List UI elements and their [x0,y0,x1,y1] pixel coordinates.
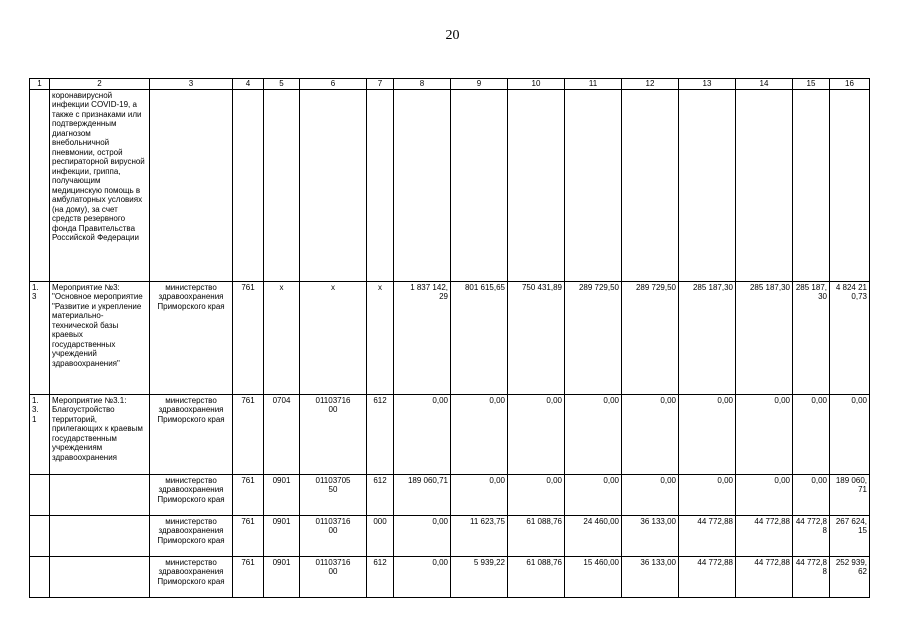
value-col-13: 0,00 [679,394,736,474]
value-col-9: 0,00 [451,474,508,515]
value-col-8: 0,00 [394,394,451,474]
value-col-10 [508,89,565,281]
target-article-code: 01103716 00 [300,394,367,474]
item-name [50,474,150,515]
value-total: 189 060, 71 [830,474,870,515]
target-article-code: 01103716 00 [300,556,367,597]
column-header-13: 13 [679,79,736,90]
table-body [30,89,870,597]
value-col-12: 36 133,00 [622,556,679,597]
responsible-org: министерство здравоохранения Приморского края [150,556,233,597]
item-name: Мероприятие №3.1: Благоустройство территорий, прилегающих к краевым государственным учреждениям здравоохранения [50,394,150,474]
value-col-11: 15 460,00 [565,556,622,597]
grbs-code: 761 [233,515,264,556]
value-col-10: 61 088,76 [508,556,565,597]
expense-type-code: 612 [367,556,394,597]
grbs-code: 761 [233,474,264,515]
expense-type-code [367,89,394,281]
value-col-14 [736,89,793,281]
responsible-org: министерство здравоохранения Приморского края [150,281,233,394]
grbs-code: 761 [233,394,264,474]
row-number [30,515,50,556]
column-header-11: 11 [565,79,622,90]
value-col-8 [394,89,451,281]
value-col-8: 1 837 142, 29 [394,281,451,394]
value-col-9 [451,89,508,281]
value-col-12: 36 133,00 [622,515,679,556]
expense-type-code: 000 [367,515,394,556]
value-col-11 [565,89,622,281]
value-col-8: 0,00 [394,556,451,597]
column-header-8: 8 [394,79,451,90]
row-number: 1. 3. 1 [30,394,50,474]
column-header-16: 16 [830,79,870,90]
value-col-9: 5 939,22 [451,556,508,597]
section-code: 0901 [264,515,300,556]
target-article-code: х [300,281,367,394]
item-name: коронавирусной инфекции COVID-19, а также с признаками или подтвержденным диагнозом внебольничной пневмонии, острой респираторной вирусной инфекции, гриппа, получающим медицинскую помощь в амбулаторных условиях (на дому), за счет средств резервного фонда Правительства Российской Федерации [50,89,150,281]
value-col-15 [793,89,830,281]
value-col-12: 0,00 [622,394,679,474]
value-col-14: 285 187,30 [736,281,793,394]
value-col-9: 11 623,75 [451,515,508,556]
value-col-15: 44 772,8 8 [793,556,830,597]
section-code [264,89,300,281]
expense-type-code: 612 [367,394,394,474]
row-number [30,474,50,515]
column-header-7: 7 [367,79,394,90]
grbs-code: 761 [233,556,264,597]
responsible-org: министерство здравоохранения Приморского края [150,394,233,474]
responsible-org: министерство здравоохранения Приморского края [150,474,233,515]
section-code: 0704 [264,394,300,474]
value-total: 4 824 21 0,73 [830,281,870,394]
table-row [30,515,870,556]
value-col-15: 0,00 [793,474,830,515]
section-code: 0901 [264,556,300,597]
item-name: Мероприятие №3: "Основное мероприятие "Развитие и укрепление материально-технической базы краевых государственных учреждений здравоохранения" [50,281,150,394]
column-header-3: 3 [150,79,233,90]
value-col-8: 0,00 [394,515,451,556]
target-article-code: 01103716 00 [300,515,367,556]
value-col-13: 44 772,88 [679,515,736,556]
value-total: 267 624, 15 [830,515,870,556]
value-col-15: 44 772,8 8 [793,515,830,556]
value-col-13: 285 187,30 [679,281,736,394]
value-col-14: 0,00 [736,474,793,515]
column-header-4: 4 [233,79,264,90]
column-header-14: 14 [736,79,793,90]
table-row [30,281,870,394]
column-header-15: 15 [793,79,830,90]
value-col-11: 289 729,50 [565,281,622,394]
responsible-org: министерство здравоохранения Приморского края [150,515,233,556]
grbs-code [233,89,264,281]
value-col-14: 0,00 [736,394,793,474]
column-header-1: 1 [30,79,50,90]
value-col-10: 0,00 [508,474,565,515]
value-col-12 [622,89,679,281]
table-row [30,89,870,281]
column-header-12: 12 [622,79,679,90]
column-header-2: 2 [50,79,150,90]
table-row [30,556,870,597]
row-number: 1. 3 [30,281,50,394]
value-col-15: 285 187, 30 [793,281,830,394]
value-col-10: 0,00 [508,394,565,474]
section-code: х [264,281,300,394]
value-col-12: 289 729,50 [622,281,679,394]
column-header-5: 5 [264,79,300,90]
value-col-13 [679,89,736,281]
value-col-11: 0,00 [565,474,622,515]
value-col-8: 189 060,71 [394,474,451,515]
table-row [30,474,870,515]
item-name [50,515,150,556]
value-col-12: 0,00 [622,474,679,515]
responsible-org [150,89,233,281]
table-row [30,394,870,474]
value-col-13: 0,00 [679,474,736,515]
value-col-14: 44 772,88 [736,515,793,556]
value-total: 0,00 [830,394,870,474]
value-col-13: 44 772,88 [679,556,736,597]
header-row [30,79,870,90]
value-col-14: 44 772,88 [736,556,793,597]
expense-type-code: 612 [367,474,394,515]
grbs-code: 761 [233,281,264,394]
value-col-11: 24 460,00 [565,515,622,556]
value-col-10: 61 088,76 [508,515,565,556]
value-col-9: 801 615,65 [451,281,508,394]
value-col-15: 0,00 [793,394,830,474]
column-header-10: 10 [508,79,565,90]
budget-table [29,78,870,598]
value-col-11: 0,00 [565,394,622,474]
value-col-9: 0,00 [451,394,508,474]
value-total [830,89,870,281]
expense-type-code: х [367,281,394,394]
target-article-code: 01103705 50 [300,474,367,515]
column-header-9: 9 [451,79,508,90]
row-number [30,556,50,597]
item-name [50,556,150,597]
page-number: 20 [445,28,460,43]
value-total: 252 939, 62 [830,556,870,597]
section-code: 0901 [264,474,300,515]
value-col-10: 750 431,89 [508,281,565,394]
target-article-code [300,89,367,281]
row-number [30,89,50,281]
column-header-6: 6 [300,79,367,90]
